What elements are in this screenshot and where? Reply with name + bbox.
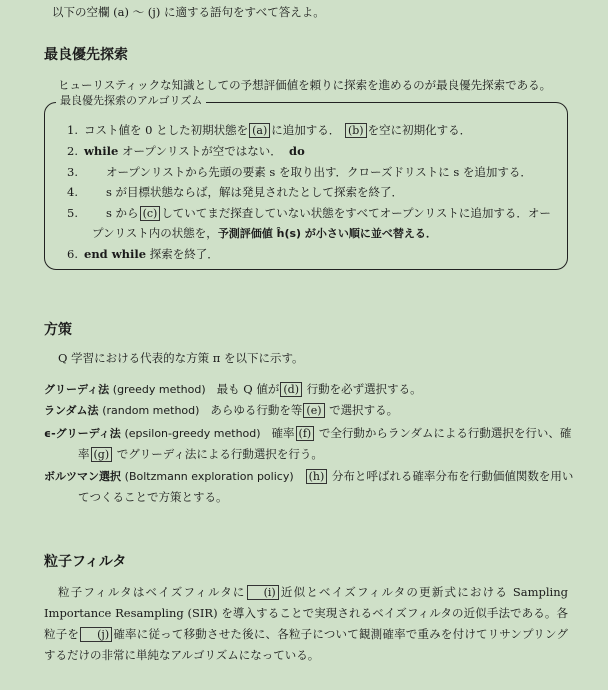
algo-step-5 <box>62 205 551 221</box>
policy-text: で選択する。 <box>329 403 399 417</box>
policy-eps-greedy <box>44 425 571 442</box>
policy-text: 率 <box>78 447 90 461</box>
step-text: を空に初期化する． <box>367 123 472 137</box>
policy-boltzmann-cont: てつくることで方策とする。 <box>78 490 228 504</box>
policy-text: 最も Q 値が <box>216 382 280 396</box>
term-eps-greedy: ϵ-グリーディ法 <box>44 427 121 440</box>
step-text: s から <box>106 206 139 220</box>
keyword-do: do <box>289 144 305 158</box>
step-text-bold: 予測評価値 ĥ(s) が小さい順に並べ替える． <box>217 227 437 240</box>
step-number: 6. <box>67 247 78 261</box>
policy-boltzmann <box>44 468 573 485</box>
algo-step-1 <box>62 122 471 138</box>
policy-text: あらゆる行動を等 <box>210 403 303 417</box>
keyword-end-while: end while <box>84 247 147 261</box>
paragraph-text: 近似とベイズフィルタの更新式における Sampling Importance Resampling (SIR) を導入することで実現されるベイズフィルタの近似手法である。各粒子を <box>44 585 568 641</box>
policy-text: で全行動からランダムによる行動選択を行い、確 <box>318 426 572 440</box>
step-text: コスト値を 0 とした初期状態を <box>84 123 249 137</box>
step-text: していてまだ探査していない状態をすべてオープンリストに追加する．オー <box>161 206 551 220</box>
algo-step-5-cont <box>92 225 437 242</box>
paragraph-text: 粒子フィルタはベイズフィルタに <box>58 585 246 599</box>
algo-step-4 <box>62 184 403 200</box>
section-heading-policy: 方策 <box>44 322 72 338</box>
blank-g: (g) <box>91 447 113 462</box>
step-number: 5. <box>67 206 78 220</box>
keyword-while: while <box>84 144 119 158</box>
policy-text: でグリーディ法による行動選択を行う。 <box>116 447 323 461</box>
step-text: オープンリストから先頭の要素 s を取り出す．クローズドリストに s を追加する． <box>106 165 532 179</box>
particle-paragraph <box>44 582 568 666</box>
step-number: 1. <box>67 123 78 137</box>
policy-greedy <box>44 381 422 398</box>
section-heading-best-first: 最良優先探索 <box>44 47 128 63</box>
blank-d: (d) <box>280 382 302 397</box>
step-text: 探索を終了． <box>149 247 219 261</box>
blank-h: (h) <box>306 469 328 484</box>
policy-text: 行動を必ず選択する。 <box>306 382 422 396</box>
step-text: に追加する． <box>271 123 341 137</box>
term-greedy: グリーディ法 <box>44 383 110 396</box>
term-boltzmann-en: (Boltzmann exploration policy) <box>124 470 294 483</box>
algo-step-6 <box>62 246 219 262</box>
blank-f: (f) <box>296 426 315 441</box>
blank-a: (a) <box>249 123 270 138</box>
term-random-en: (random method) <box>102 404 200 417</box>
term-greedy-en: (greedy method) <box>112 383 206 396</box>
policy-description: Q 学習における代表的な方策 π を以下に示す。 <box>58 351 304 365</box>
blank-i: (i) <box>247 585 279 600</box>
best-first-description: ヒューリスティックな知識としての予想評価値を頼りに探索を進めるのが最良優先探索である。 <box>58 78 552 92</box>
algorithm-title: 最良優先探索のアルゴリズム <box>56 94 206 108</box>
policy-random <box>44 402 398 419</box>
intro-text: 以下の空欄 (a) 〜 (j) に適する語句をすべて答えよ。 <box>52 5 325 19</box>
step-number: 4. <box>67 185 78 199</box>
algo-step-3 <box>62 164 532 180</box>
term-random: ランダム法 <box>44 404 99 417</box>
step-number: 2. <box>67 144 78 158</box>
algo-step-2 <box>62 143 305 159</box>
term-boltzmann: ボルツマン選択 <box>44 470 121 483</box>
blank-c: (c) <box>140 206 161 221</box>
term-eps-greedy-en: (epsilon-greedy method) <box>124 427 261 440</box>
step-text: オープンリストが空ではない． <box>121 144 282 158</box>
blank-e: (e) <box>303 403 324 418</box>
blank-b: (b) <box>345 123 367 138</box>
step-number: 3. <box>67 165 78 179</box>
policy-text: 確率 <box>271 426 295 440</box>
step-text: プンリスト内の状態を， <box>92 226 218 240</box>
policy-eps-greedy-cont <box>78 446 323 462</box>
blank-j: (j) <box>80 627 112 642</box>
policy-text: 分布と呼ばれる確率分布を行動価値関数を用い <box>331 469 574 483</box>
paragraph-text: 確率に従って移動させた後に、各粒子について観測確率で重みを付けてリサンプリングするだけの非常に単純なアルゴリズムになっている。 <box>44 627 568 662</box>
section-heading-particle: 粒子フィルタ <box>44 554 127 570</box>
step-text: s が目標状態ならば，解は発見されたとして探索を終了． <box>106 185 404 199</box>
